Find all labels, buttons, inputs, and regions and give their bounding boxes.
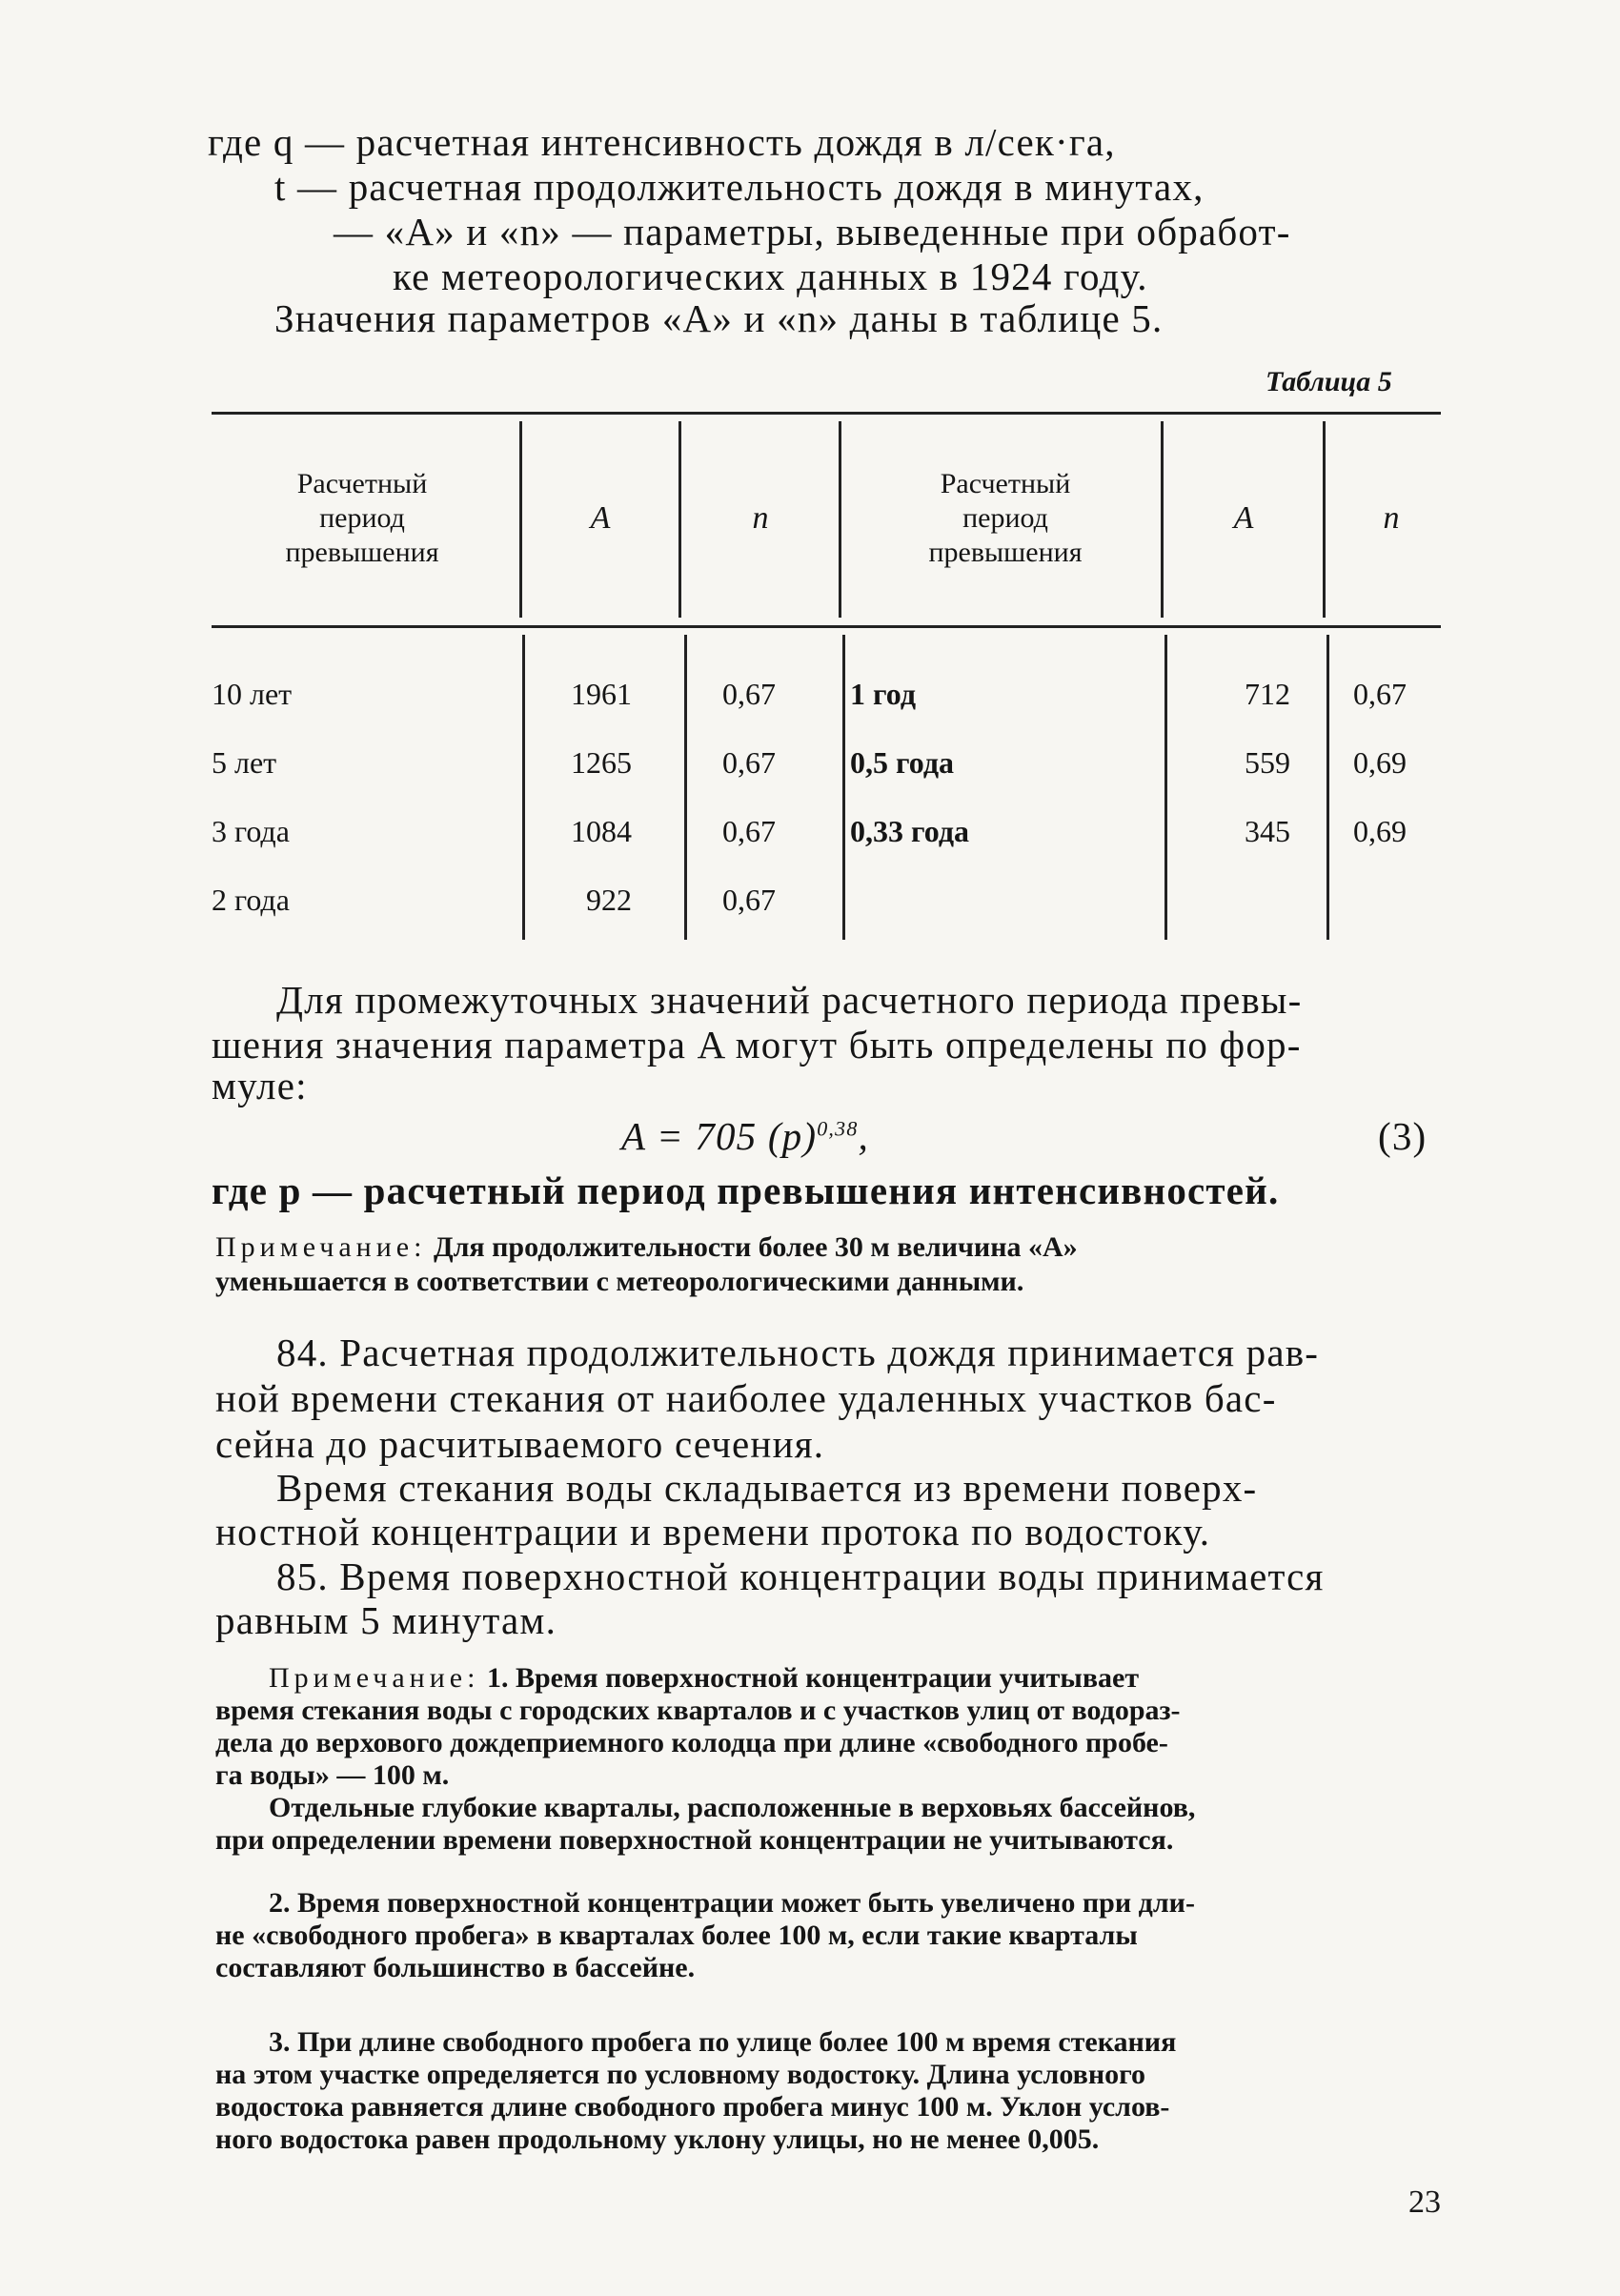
header-n-right: n <box>1383 500 1400 536</box>
intro-line-1: где q — расчетная интенсивность дождя в л/сек·га, <box>208 120 1116 164</box>
row-a: 712 <box>1245 677 1290 711</box>
para84-line-3: сейна до расчитываемого сечения. <box>215 1422 825 1466</box>
para84-line-1: 84. Расчетная продолжительность дождя принимается рав- <box>276 1331 1320 1374</box>
where-p: где p — расчетный период превышения интенсивностей. <box>212 1168 1280 1212</box>
header-period-right: Расчетный период превышения <box>928 468 1083 568</box>
header-divider <box>1161 421 1164 618</box>
note2-line-1: Примечание: 1. Время поверхностной концентрации учитывает <box>269 1662 1140 1694</box>
header-divider <box>1323 421 1326 618</box>
row-a: 345 <box>1245 814 1290 848</box>
intro-line-4: ке метеорологических данных в 1924 году. <box>393 254 1148 298</box>
flow-line-2: ностной концентрации и времени протока по водостоку. <box>215 1510 1211 1554</box>
header-divider <box>678 421 681 618</box>
row-n: 0,67 <box>1353 677 1407 711</box>
row-n: 0,67 <box>722 745 776 780</box>
note2-item3-line-3: водостока равняется длине свободного пробега минус 100 м. Уклон услов- <box>215 2091 1170 2123</box>
table-top-rule <box>212 412 1441 415</box>
body-divider <box>842 635 845 940</box>
row-n: 0,67 <box>722 677 776 711</box>
para85-line-2: равным 5 минутам. <box>215 1598 557 1642</box>
header-divider <box>839 421 841 618</box>
note2-line-2: время стекания воды с городских кварталов и с участков улиц от водораз- <box>215 1695 1181 1726</box>
row-a: 1084 <box>571 814 632 848</box>
note2-line-4: га воды» — 100 м. <box>215 1759 450 1791</box>
header-a-right: A <box>1233 500 1254 536</box>
row-n: 0,69 <box>1353 814 1407 848</box>
note2-item2-line-2: не «свободного пробега» в кварталах более 100 м, если такие кварталы <box>215 1920 1138 1951</box>
note2-item2-line-1: 2. Время поверхностной концентрации может быть увеличено при дли- <box>269 1887 1195 1919</box>
row-a: 922 <box>586 883 632 917</box>
note2-item2-line-3: составляют большинство в бассейне. <box>215 1952 696 1983</box>
intro-line-2: t — расчетная продолжительность дождя в минутах, <box>274 165 1205 209</box>
body-divider <box>1164 635 1167 940</box>
row-period: 5 лет <box>212 745 277 780</box>
para84-line-2: ной времени стекания от наиболее удаленных участков бас- <box>215 1376 1277 1420</box>
intermediate-line-1: Для промежуточных значений расчетного периода превы- <box>276 978 1303 1022</box>
page-number: 23 <box>1408 2184 1441 2220</box>
intro-line-5: Значения параметров «A» и «n» даны в таблице 5. <box>274 296 1164 340</box>
formula: A = 705 $(p)^{0,38}$, <box>621 1114 869 1158</box>
row-period: 1 год <box>850 677 916 711</box>
header-divider <box>519 421 522 618</box>
body-divider <box>684 635 687 940</box>
row-period: 3 года <box>212 814 290 848</box>
row-a: 1961 <box>571 677 632 711</box>
row-a: 559 <box>1245 745 1290 780</box>
note2-line-5: Отдельные глубокие кварталы, расположенные в верховьях бассейнов, <box>269 1792 1196 1823</box>
intermediate-line-2: шения значения параметра A могут быть определены по фор- <box>212 1023 1302 1067</box>
note2-line-3: дела до верхового дождеприемного колодца при длине «свободного пробе- <box>215 1727 1168 1758</box>
row-a: 1265 <box>571 745 632 780</box>
formula-number: (3) <box>1378 1114 1428 1158</box>
row-period: 2 года <box>212 883 290 917</box>
header-n-left: n <box>752 500 769 536</box>
note2-item3-line-2: на этом участке определяется по условному водостоку. Длина условного <box>215 2059 1145 2090</box>
row-period: 10 лет <box>212 677 293 711</box>
intermediate-line-3: муле: <box>212 1064 308 1107</box>
flow-line-1: Время стекания воды складывается из времени поверх- <box>276 1466 1258 1510</box>
table-caption: Таблица 5 <box>1266 366 1392 397</box>
table-header-rule <box>212 625 1441 628</box>
row-period: 0,33 года <box>850 814 969 848</box>
header-a-left: A <box>590 500 611 536</box>
intro-line-3: — «A» и «n» — параметры, выведенные при обработ- <box>334 210 1291 254</box>
note1-line-2: уменьшается в соответствии с метеорологическими данными. <box>215 1266 1024 1297</box>
row-n: 0,67 <box>722 814 776 848</box>
row-n: 0,69 <box>1353 745 1407 780</box>
body-divider <box>522 635 525 940</box>
note2-item3-line-4: ного водостока равен продольному уклону улицы, но не менее 0,005. <box>215 2123 1100 2155</box>
header-period-left: Расчетный период превышения <box>285 468 439 568</box>
note2-item3-line-1: 3. При длине свободного пробега по улице более 100 м время стекания <box>269 2026 1177 2058</box>
note1-line-1: Примечание: Для продолжительности более 30 м величина «A» <box>215 1231 1078 1263</box>
para85-line-1: 85. Время поверхностной концентрации воды принимается <box>276 1554 1325 1598</box>
row-period: 0,5 года <box>850 745 954 780</box>
body-divider <box>1326 635 1329 940</box>
row-n: 0,67 <box>722 883 776 917</box>
note2-line-6: при определении времени поверхностной концентрации не учитываются. <box>215 1824 1174 1856</box>
